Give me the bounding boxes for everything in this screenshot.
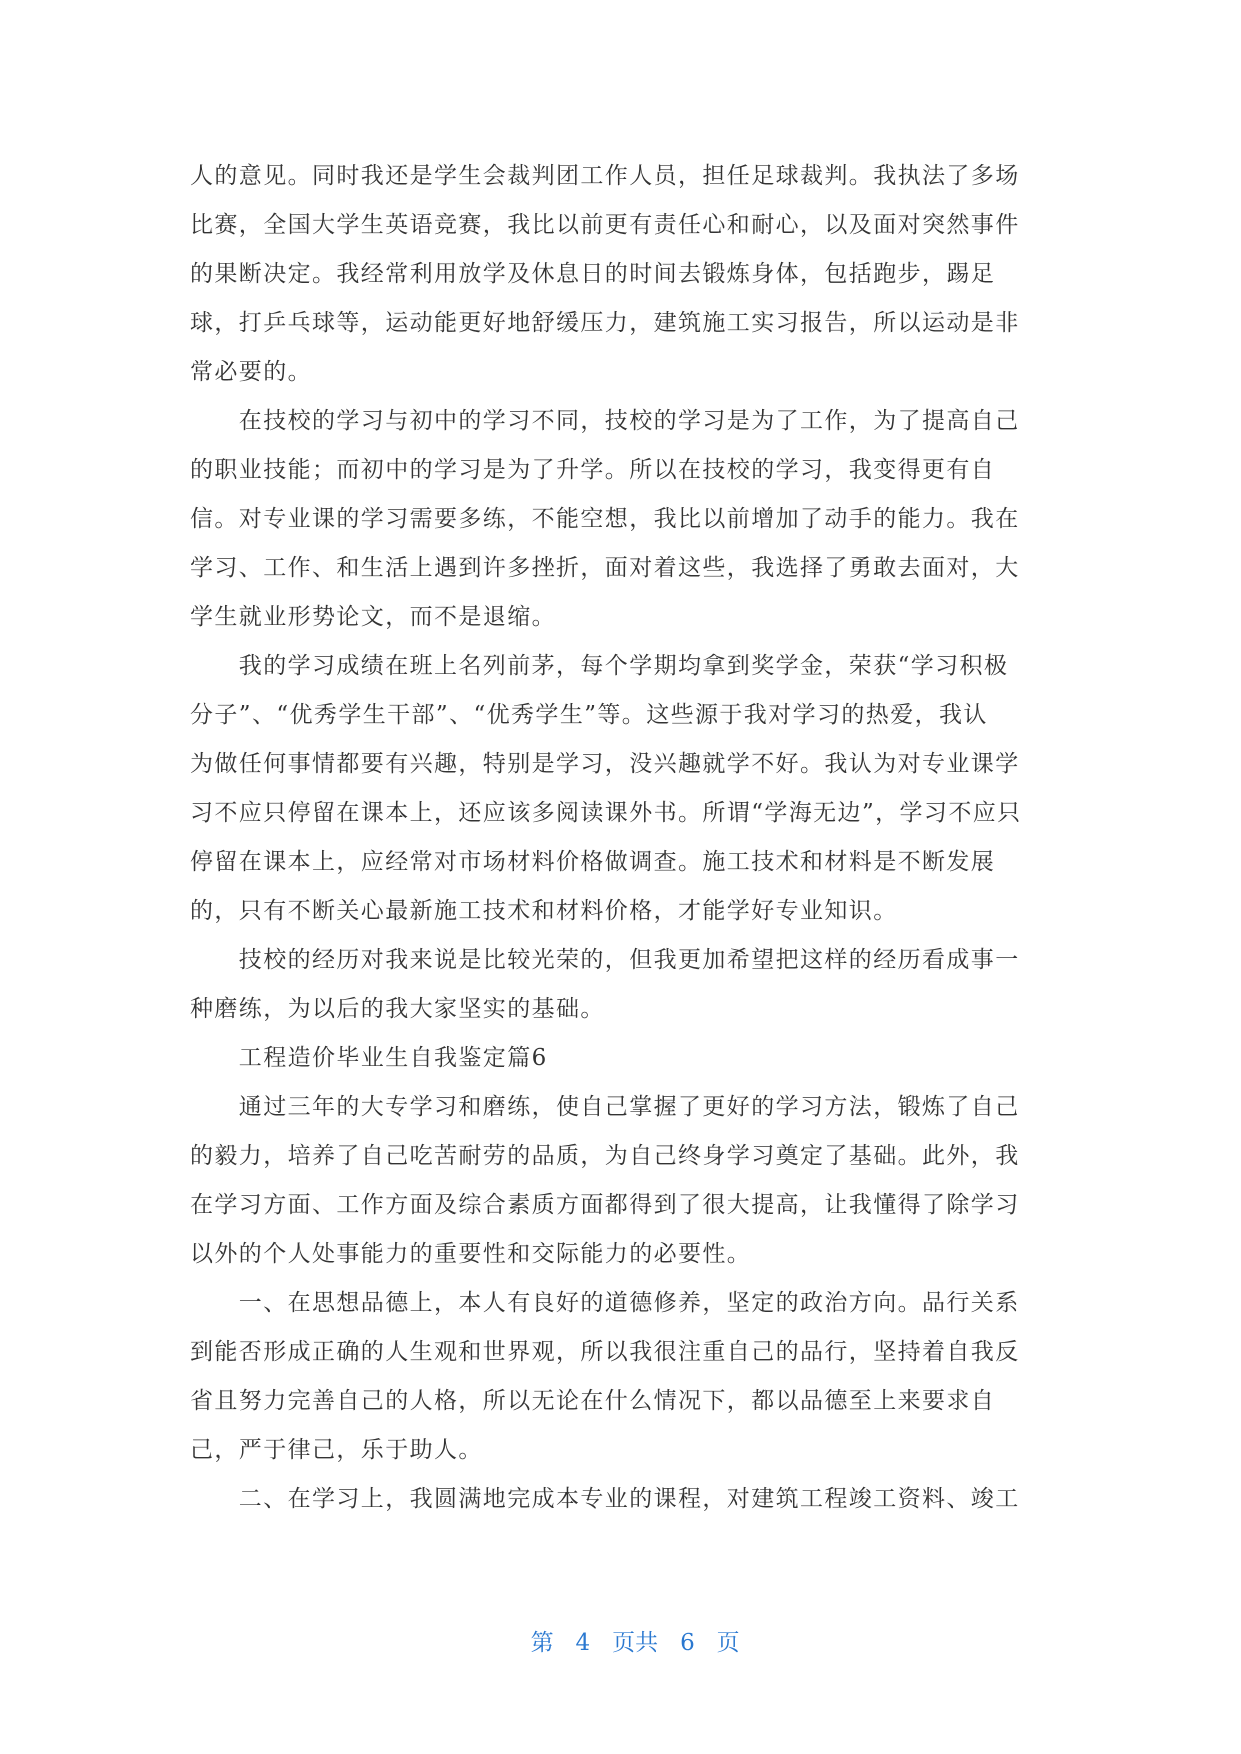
- text-line: 以外的个人处事能力的重要性和交际能力的必要性。: [190, 1241, 752, 1267]
- text-line: 为做任何事情都要有兴趣，特别是学习，没兴趣就学不好。我认为对专业课学: [190, 751, 1020, 777]
- text-line: 的，只有不断关心最新施工技术和材料价格，才能学好专业知识。: [190, 898, 898, 924]
- text-line: 比赛，全国大学生英语竞赛，我比以前更有责任心和耐心，以及面对突然事件: [190, 212, 1020, 238]
- text-line: 到能否形成正确的人生观和世界观，所以我很注重自己的品行，坚持着自我反: [190, 1339, 1020, 1365]
- text-line: 信。对专业课的学习需要多练，不能空想，我比以前增加了动手的能力。我在: [190, 506, 1020, 532]
- text-line: 的毅力，培养了自己吃苦耐劳的品质，为自己终身学习奠定了基础。此外，我: [190, 1143, 1020, 1169]
- document-body: [190, 152, 1052, 1524]
- text-line: 技校的经历对我来说是比较光荣的，但我更加希望把这样的经历看成事一: [190, 947, 1020, 973]
- text-line: 在学习方面、工作方面及综合素质方面都得到了很大提高，让我懂得了除学习: [190, 1192, 1020, 1218]
- text-line: 一、在思想品德上，本人有良好的道德修养，坚定的政治方向。品行关系: [190, 1290, 1020, 1316]
- text-line: 种磨练，为以后的我大家坚实的基础。: [190, 996, 605, 1022]
- text-line: 二、在学习上，我圆满地完成本专业的课程，对建筑工程竣工资料、竣工: [190, 1486, 1020, 1512]
- text-line: 分子”、“优秀学生干部”、“优秀学生”等。这些源于我对学习的热爱，我认: [190, 702, 988, 728]
- footer-suffix: 页: [716, 1630, 740, 1656]
- text-line: 省且努力完善自己的人格，所以无论在什么情况下，都以品德至上来要求自: [190, 1388, 996, 1414]
- section-heading: 工程造价毕业生自我鉴定篇6: [190, 1045, 548, 1071]
- page-footer: [0, 1598, 1241, 1683]
- text-line: 学习、工作、和生活上遇到许多挫折，面对着这些，我选择了勇敢去面对，大: [190, 555, 1020, 581]
- footer-middle: 页共: [612, 1630, 659, 1656]
- text-line: 人的意见。同时我还是学生会裁判团工作人员，担任足球裁判。我执法了多场: [190, 163, 1020, 189]
- text-line: 球，打乒乓球等，运动能更好地舒缓压力，建筑施工实习报告，所以运动是非: [190, 310, 1020, 336]
- text-line: 常必要的。: [190, 359, 312, 385]
- text-line: 学生就业形势论文，而不是退缩。: [190, 604, 556, 630]
- text-line: 我的学习成绩在班上名列前茅，每个学期均拿到奖学金，荣获“学习积极: [190, 653, 1009, 679]
- text-line: 的果断决定。我经常利用放学及休息日的时间去锻炼身体，包括跑步，踢足: [190, 261, 996, 287]
- text-line: 停留在课本上，应经常对市场材料价格做调查。施工技术和材料是不断发展: [190, 849, 996, 875]
- text-line: 通过三年的大专学习和磨练，使自己掌握了更好的学习方法，锻炼了自己: [190, 1094, 1020, 1120]
- text-line: 习不应只停留在课本上，还应该多阅读课外书。所谓“学海无边”，学习不应只: [190, 800, 1022, 826]
- footer-total-pages: 6: [680, 1630, 695, 1656]
- text-line: 在技校的学习与初中的学习不同，技校的学习是为了工作，为了提高自己: [190, 408, 1020, 434]
- footer-prefix: 第: [530, 1630, 554, 1656]
- text-line: 己，严于律己，乐于助人。: [190, 1437, 483, 1463]
- footer-current-page: 4: [575, 1630, 591, 1656]
- text-line: 的职业技能；而初中的学习是为了升学。所以在技校的学习，我变得更有自: [190, 457, 996, 483]
